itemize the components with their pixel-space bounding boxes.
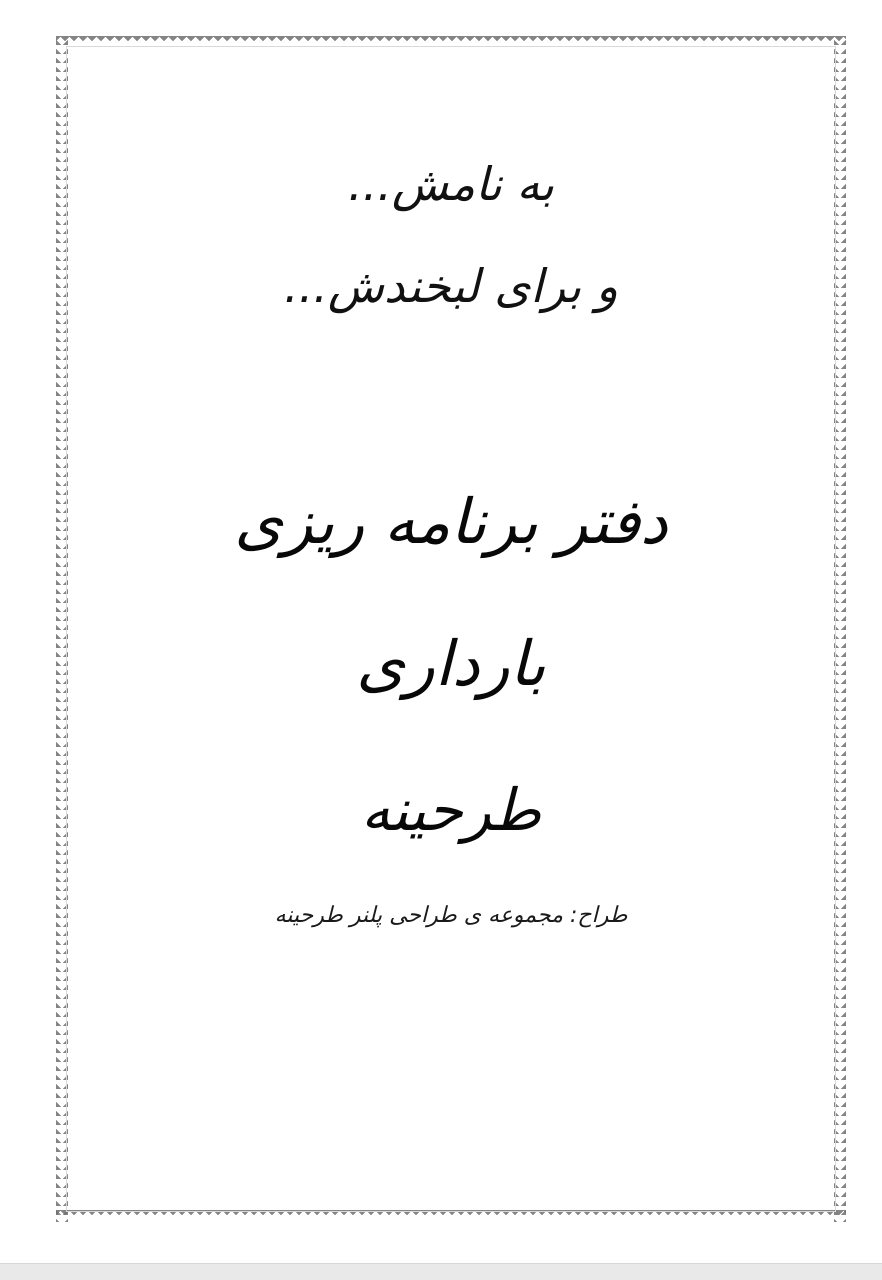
- paper-sheet: [8, 0, 874, 1264]
- brand-name: طرحینه: [360, 775, 542, 844]
- page-title: دفتر برنامه ریزی: [234, 485, 668, 558]
- page-edge-strip: [0, 1264, 882, 1280]
- title-block: [78, 485, 824, 845]
- dedication-block: [78, 156, 824, 315]
- dedication-line-2: و برای لبخندش...: [283, 258, 619, 313]
- cover-content: [78, 60, 824, 1200]
- page-subtitle: بارداری: [356, 627, 546, 701]
- dedication-line-1: به نامش...: [347, 157, 555, 211]
- designer-credit: طراح: مجموعه ی طراحی پلنر طرحینه: [274, 903, 628, 929]
